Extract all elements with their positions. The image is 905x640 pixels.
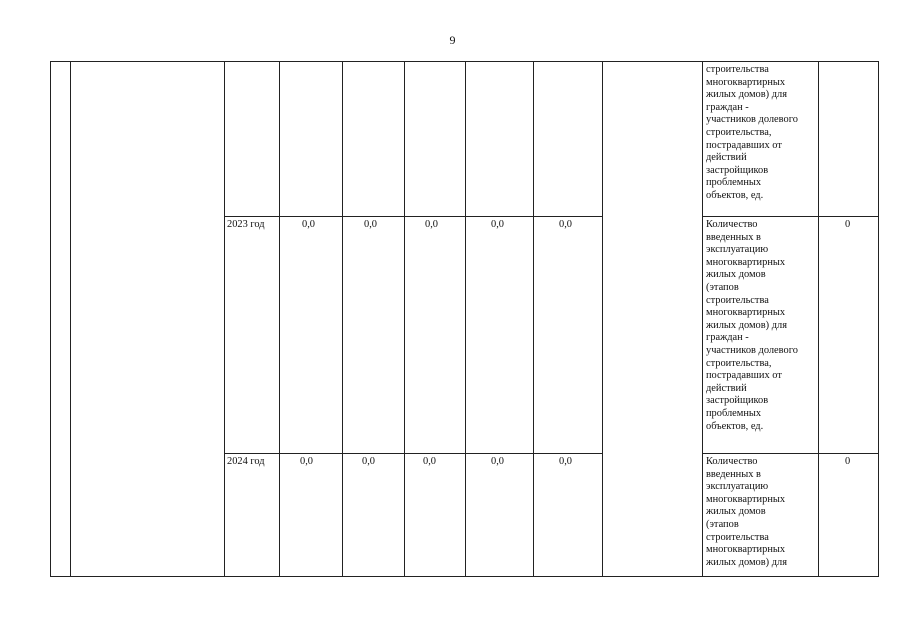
value-cell: 0,0: [300, 456, 313, 467]
value-cell: 0,0: [559, 219, 572, 230]
program-table: [50, 61, 879, 577]
row-divider: [224, 216, 603, 217]
value-cell: 0,0: [302, 219, 315, 230]
column-divider: [465, 61, 466, 577]
column-divider: [404, 61, 405, 577]
column-divider: [224, 61, 225, 577]
value-cell: 0,0: [425, 219, 438, 230]
value-cell: 0,0: [491, 219, 504, 230]
table-border-left: [50, 61, 51, 577]
indicator-text: Количество введенных в эксплуатацию многоквартирных жилых домов (этапов строительства многоквартирных жилых домов) для: [706, 456, 787, 568]
row-divider: [702, 453, 879, 454]
target-value: 0: [845, 456, 851, 467]
row-divider: [702, 216, 879, 217]
row-divider: [224, 453, 603, 454]
value-cell: 0,0: [423, 456, 436, 467]
column-divider: [70, 61, 71, 577]
table-border-right: [878, 61, 879, 577]
column-divider: [602, 61, 603, 577]
value-cell: 0,0: [362, 456, 375, 467]
page-number: 9: [449, 33, 456, 47]
indicator-text: строительства многоквартирных жилых домов) для граждан - участников долевого строительства, пострадавших от действий застройщиков проблемных объектов, ед.: [706, 64, 798, 201]
table-border-top: [50, 61, 879, 62]
value-cell: 0,0: [491, 456, 504, 467]
column-divider: [533, 61, 534, 577]
year-cell: 2023 год: [227, 219, 265, 230]
column-divider: [279, 61, 280, 577]
table-border-bottom: [50, 576, 879, 577]
value-cell: 0,0: [364, 219, 377, 230]
target-value: 0: [845, 219, 851, 230]
indicator-text: Количество введенных в эксплуатацию многоквартирных жилых домов (этапов строительства многоквартирных жилых домов) для граждан - участников долевого строительства, пострадавших от действий застройщиков проблемных объектов, ед.: [706, 219, 798, 432]
column-divider: [702, 61, 703, 577]
year-cell: 2024 год: [227, 456, 265, 467]
value-cell: 0,0: [559, 456, 572, 467]
column-divider: [818, 61, 819, 577]
column-divider: [342, 61, 343, 577]
